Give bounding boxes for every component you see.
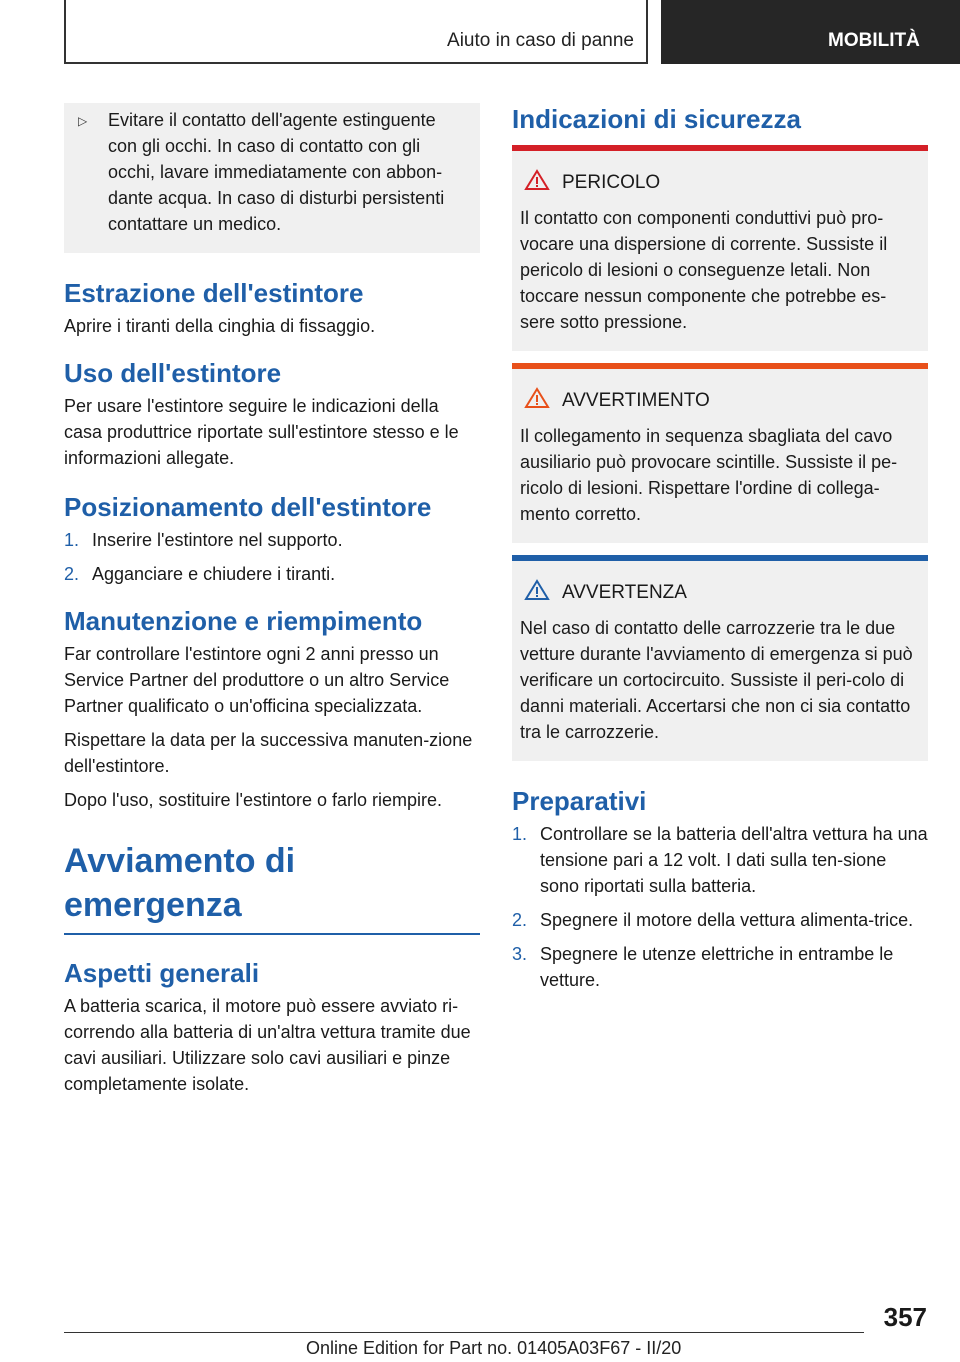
header-section-title: Aiuto in caso di panne [447,30,634,51]
maintenance-paragraph-2: Rispettare la data per la successiva manuten-zione dell'estintore. [64,730,473,776]
triangle-bullet-icon: ▷ [78,114,88,128]
footer-divider [64,1332,864,1333]
warning-triangle-icon [524,387,562,415]
warning-label: PERICOLO [562,172,661,193]
safety-title: Indicazioni di sicurezza [512,104,801,134]
warning-bar [512,555,928,561]
section-text-use: Per usare l'estintore seguire le indicazioni della casa produttrice riportate sull'estintore stesso e le informazioni allegate. [64,396,459,468]
list-item: 2. Agganciare e chiudere i tiranti. [64,564,336,584]
warning-label: AVVERTENZA [562,582,687,603]
list-item: 1. Controllare se la batteria dell'altra vettura ha una tensione pari a 12 volt. I dati sulla ten-sione sono riportati sulla batteria. [512,824,928,896]
left-column [64,103,480,1097]
list-item: 3. Spegnere le utenze elettriche in entrambe le vetture. [512,944,894,990]
warning-bar [512,363,928,369]
positioning-steps [64,527,480,587]
chapter-title: Avviamento di emergenza [64,839,480,935]
warning-text: Il collegamento in sequenza sbagliata del cavo ausiliario può provocare scintille. Sussiste il pe-ricolo di lesioni. Rispettare l'ordine di collega-mento corretto. [520,426,898,524]
footer-edition: Online Edition for Part no. 01405A03F67 - II/20 [306,1338,682,1358]
maintenance-paragraph-1: Far controllare l'estintore ogni 2 anni presso un Service Partner del produttore o un altro Service Partner qualificato o un'officina specializzata. [64,644,450,716]
warning-triangle-icon [524,579,562,607]
warning-text: Nel caso di contatto delle carrozzerie tra le due vetture durante l'avviamento di emergenza si può verificare un cortocircuito. Sussiste il peri-colo di danni materiali. Accertarsi che non ci sia contatto tra le carrozzerie. [520,618,913,742]
warning-triangle-icon [524,169,562,197]
note-box [64,103,480,253]
section-title-maintenance: Manutenzione e riempimento [64,606,423,636]
section-text-removal: Aprire i tiranti della cinghia di fissaggio. [64,316,376,336]
warning-notice [512,555,928,761]
warning-caution [512,363,928,543]
warning-label: AVVERTIMENTO [562,390,710,411]
note-text: Evitare il contatto dell'agente estinguente con gli occhi. In caso di contatto con gli occhi, lavare immediatamente con abbon-dante acqua. In caso di disturbi persistenti contattare un medico. [108,110,445,234]
warning-text: Il contatto con componenti conduttivi può pro-vocare una dispersione di corrente. Sussiste il pericolo di lesioni o conseguenze letali. Non toccare nessun componente che potrebbe es-sere sotto pressione. [520,208,888,332]
list-item: 1. Inserire l'estintore nel supporto. [64,530,343,550]
maintenance-paragraph-3: Dopo l'uso, sostituire l'estintore o farlo riempire. [64,790,443,810]
section-title-general: Aspetti generali [64,958,260,988]
section-title-use: Uso dell'estintore [64,358,282,388]
list-item: 2. Spegnere il motore della vettura alimenta-trice. [512,910,914,930]
section-text-general: A batteria scarica, il motore può essere avviato ri-correndo alla batteria di un'altra vettura tramite due cavi ausiliari. Utilizzare solo cavi ausiliari e pinze completamente isolate. [64,996,471,1094]
section-title-removal: Estrazione dell'estintore [64,278,364,308]
warning-bar [512,145,928,151]
preparation-steps [512,821,928,993]
warning-danger [512,145,928,351]
section-title-positioning: Posizionamento dell'estintore [64,492,432,522]
right-column [512,103,928,993]
section-title-preparations: Preparativi [512,786,647,816]
page-number: 357 [883,1302,927,1332]
header-chapter-tab: MOBILITÀ [661,0,960,64]
